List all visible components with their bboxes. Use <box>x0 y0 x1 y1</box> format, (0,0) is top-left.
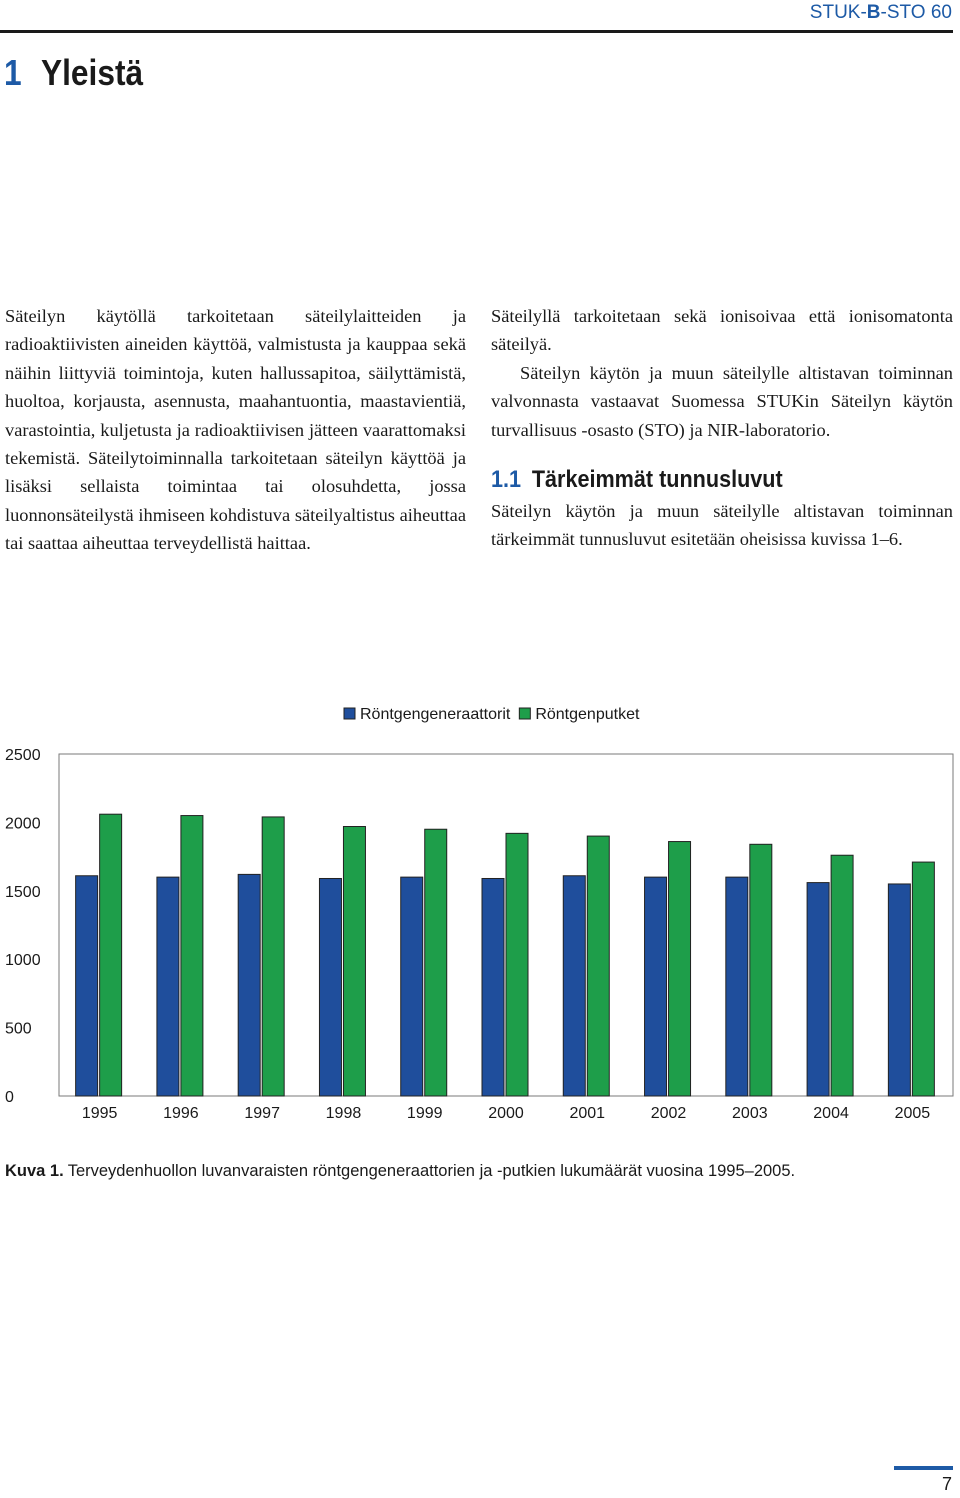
y-tick-label: 2500 <box>5 747 41 764</box>
y-tick-label: 500 <box>5 1020 32 1038</box>
section-title <box>4 52 143 94</box>
header-bold: B <box>866 2 881 23</box>
bar-putket <box>100 814 122 1096</box>
bar-generaattorit <box>563 876 585 1096</box>
bar-putket <box>343 827 365 1096</box>
legend-label: Röntgengeneraattorit <box>360 706 511 723</box>
subsection-heading <box>491 465 907 495</box>
bar-generaattorit <box>401 877 423 1096</box>
bar-generaattorit <box>157 877 179 1096</box>
x-tick-label: 1998 <box>325 1105 362 1122</box>
legend-label: Röntgenputket <box>535 706 640 723</box>
x-tick-label: 2000 <box>488 1105 524 1122</box>
y-tick-label: 2000 <box>5 815 41 833</box>
header-rule <box>0 30 953 33</box>
header-suffix: -STO 60 <box>880 2 952 23</box>
caption-text: Terveydenhuollon luvanvaraisten röntgengeneraattorien ja -putkien lukumäärät vuosina 1995–2005. <box>67 1162 796 1180</box>
right-paragraph-1: Säteilyllä tarkoitetaan sekä ionisoivaa että ionisomatonta säteilyä. <box>491 306 953 355</box>
bar-generaattorit <box>645 877 667 1096</box>
x-tick-label: 2003 <box>732 1105 768 1122</box>
x-tick-label: 1997 <box>244 1105 280 1122</box>
x-tick-label: 1996 <box>163 1105 199 1122</box>
bar-putket <box>912 862 934 1096</box>
left-paragraph: Säteilyn käytöllä tarkoitetaan säteilylaitteiden ja radioaktiivisten aineiden käyttöä, valmistusta ja kauppaa sekä näihin liittyviä toimintoja, kuten hallussapitoa, säilyttämistä, huoltoa, korjausta, asennusta, maahantuontia, maastavientiä, varastointia, kuljetusta ja radioaktiivisen jätteen vaarattomaksi tekemistä. Säteilytoiminnalla tarkoitetaan säteilyn käyttöä ja lisäksi sellaista toimintaa tai olosuhdetta, jossa luonnonsäteilystä ihmiseen kohdistuva säteilyaltistus aiheuttaa tai saattaa aiheuttaa terveydellistä haittaa. <box>5 306 466 554</box>
footer-bar <box>894 1466 953 1470</box>
page-number: 7 <box>941 1474 952 1494</box>
x-tick-label: 2002 <box>650 1105 687 1122</box>
bar-putket <box>425 829 447 1096</box>
legend-swatch <box>519 708 530 719</box>
bar-generaattorit <box>76 876 98 1096</box>
bar-putket <box>506 833 528 1096</box>
bar-generaattorit <box>238 874 260 1096</box>
x-tick-label: 1999 <box>406 1105 443 1122</box>
caption-label: Kuva 1. <box>5 1162 64 1180</box>
subsection-title: Tärkeimmät tunnusluvut <box>531 466 783 494</box>
bar-putket <box>587 836 609 1096</box>
running-header <box>810 2 952 24</box>
bar-generaattorit <box>319 878 341 1096</box>
x-tick-label: 2004 <box>813 1105 849 1122</box>
bar-putket <box>669 842 691 1096</box>
right-paragraph-3: Säteilyn käytön ja muun säteilylle altistavan toiminnan tärkeimmät tunnusluvut esitetään oheisissa kuvissa 1–6. <box>491 501 953 550</box>
left-column <box>5 302 466 558</box>
subsection-number: 1.1 <box>491 466 522 494</box>
bar-generaattorit <box>807 883 829 1096</box>
bar-generaattorit <box>726 877 748 1096</box>
bar-chart <box>0 690 960 1150</box>
bar-putket <box>181 816 203 1096</box>
figure-caption <box>5 1162 955 1181</box>
bar-generaattorit <box>888 884 910 1096</box>
y-tick-label: 1000 <box>5 952 41 970</box>
bar-putket <box>750 844 772 1096</box>
right-column <box>491 302 953 554</box>
header-prefix: STUK- <box>809 2 867 23</box>
section-heading: Yleistä <box>40 52 144 93</box>
right-paragraph-2: Säteilyn käytön ja muun säteilylle altistavan toiminnan valvonnasta vastaavat Suomessa STUKin Säteilyn käytön turvallisuus -osasto (STO) ja NIR-laboratorio. <box>491 362 953 440</box>
section-number: 1 <box>4 52 22 93</box>
x-tick-label: 2005 <box>894 1105 931 1122</box>
bar-putket <box>831 855 853 1096</box>
x-tick-label: 2001 <box>569 1105 606 1122</box>
x-tick-label: 1995 <box>81 1105 118 1122</box>
legend-swatch <box>344 708 355 719</box>
bar-generaattorit <box>482 878 504 1096</box>
y-tick-label: 0 <box>5 1089 14 1106</box>
y-tick-label: 1500 <box>5 883 41 901</box>
bar-putket <box>262 817 284 1096</box>
